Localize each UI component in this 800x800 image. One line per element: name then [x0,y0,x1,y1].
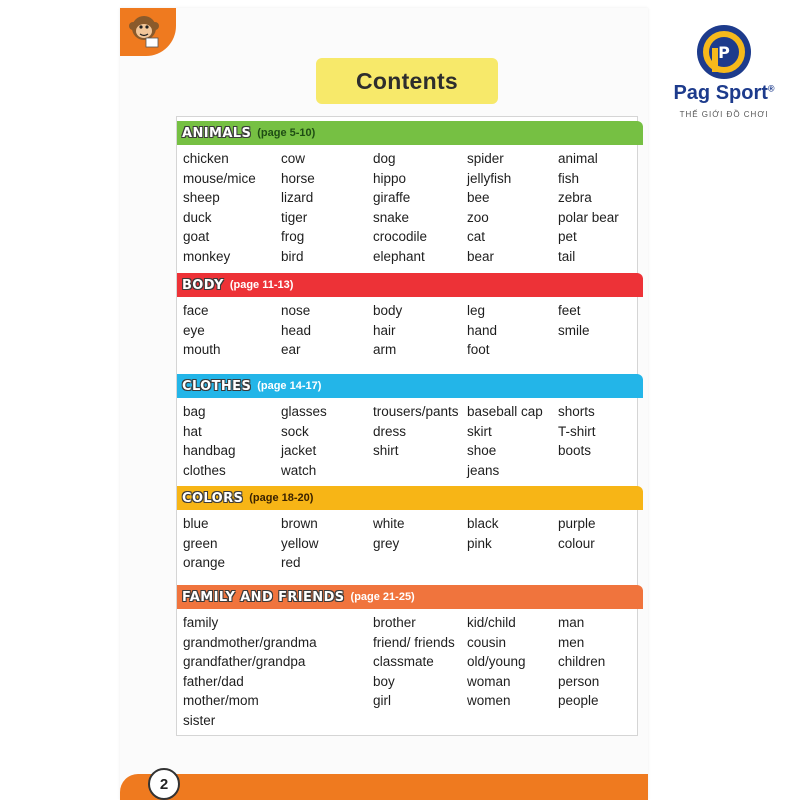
vocab-word: women [467,693,511,709]
vocab-word: horse [281,170,315,186]
vocab-word: hand [467,322,498,338]
vocab-word: bee [467,190,490,206]
word-column [558,149,619,267]
vocab-word: bird [281,248,304,264]
page-title: Contents [355,67,459,94]
vocab-word: tail [558,248,576,264]
vocab-word: goat [183,229,210,245]
vocab-word: hat [183,423,202,439]
word-column [467,301,497,360]
vocab-word: grey [373,535,400,551]
vocab-word: crocodile [373,229,428,245]
pag-sport-logo-icon [696,24,752,80]
vocab-word: giraffe [373,190,411,206]
vocab-word: kid/child [467,615,516,630]
brand-name: Pag Sport® [673,82,775,104]
vocab-word: watch [281,462,317,478]
vocab-word: glasses [281,404,327,419]
vocab-word: boy [373,673,395,689]
vocab-word: arm [373,342,397,358]
vocab-word: pet [558,229,577,245]
vocab-word: bag [183,404,206,419]
vocab-word: brown [281,516,318,531]
section-colors [177,486,643,571]
vocab-word: spider [467,151,504,166]
word-column [183,613,317,731]
vocab-word: nose [281,303,311,318]
word-column [281,301,311,360]
vocab-word: T-shirt [558,423,596,439]
section-page-range: (page 18-20) [249,492,314,504]
vocab-word: red [281,555,301,571]
vocab-word: orange [183,555,226,571]
word-column [558,301,590,340]
vocab-word: jacket [281,443,317,459]
vocab-word: baseball cap [467,404,543,419]
vocab-word: feet [558,303,581,318]
vocab-word: frog [281,229,305,245]
vocab-word: snake [373,209,410,225]
vocab-word: dog [373,151,396,166]
vocab-word: pink [467,535,492,551]
word-column [183,301,221,360]
vocab-word: man [558,615,585,630]
vocab-word: zoo [467,209,489,225]
vocab-word: shoe [467,443,497,459]
vocab-word: elephant [373,248,425,264]
vocab-word: white [373,516,405,531]
vocab-word: people [558,693,599,709]
word-column [281,402,327,480]
vocab-word: person [558,673,600,689]
section-page-range: (page 14-17) [257,380,322,392]
vocab-word: cousin [467,634,507,650]
word-column [373,402,459,461]
word-column [467,613,526,711]
vocab-word: colour [558,535,595,551]
vocab-word: handbag [183,443,236,459]
contents-table [176,116,638,736]
book-page [120,8,648,800]
vocab-word: hair [373,322,396,338]
vocab-word: old/young [467,654,526,670]
word-column [558,613,605,711]
section-title: CLOTHES [182,378,252,394]
vocab-word: girl [373,693,392,709]
section-title: COLORS [182,490,244,506]
vocab-word: trousers/pants [373,404,459,419]
vocab-word: body [373,303,403,318]
vocab-word: zebra [558,190,592,206]
vocab-word: ear [281,342,301,358]
vocab-word: skirt [467,423,492,439]
vocab-word: blue [183,516,209,531]
word-column [467,514,499,553]
vocab-word: foot [467,342,490,358]
word-column [183,402,236,480]
vocab-word: men [558,634,585,650]
vocab-word: father/dad [183,673,244,689]
vocab-word: woman [467,673,511,689]
section-title: FAMILY AND FRIENDS [182,589,345,605]
footer-bar [120,774,648,800]
vocab-word: sheep [183,190,220,206]
section-family [177,585,643,728]
vocab-word: shirt [373,443,399,459]
section-body [177,273,643,358]
vocab-word: head [281,322,312,338]
word-column [467,402,543,480]
word-column [281,149,315,267]
contents-title-box [316,58,498,104]
section-page-range: (page 5-10) [257,127,316,139]
vocab-word: jeans [467,462,500,478]
monkey-mascot-icon [124,10,164,50]
page-number: 2 [148,768,180,800]
vocab-word: monkey [183,248,231,264]
vocab-word: purple [558,516,596,531]
vocab-word: eye [183,322,205,338]
section-clothes [177,374,643,478]
word-column [281,514,319,573]
vocab-word: classmate [373,654,434,670]
vocab-word: sister [183,712,216,728]
section-banner-colors [177,486,643,510]
vocab-word: fish [558,170,580,186]
vocab-word: duck [183,209,212,225]
section-page-range: (page 11-13) [229,279,294,291]
vocab-word: dress [373,423,407,439]
section-animals [177,121,643,264]
section-banner-animals [177,121,643,145]
vocab-word: bear [467,248,495,264]
section-title: ANIMALS [182,125,252,141]
vocab-word: black [467,516,499,531]
word-column [373,301,402,360]
vocab-word: mother/mom [183,693,259,709]
vocab-word: clothes [183,462,226,478]
svg-text:P: P [718,43,730,62]
vocab-word: mouth [183,342,221,358]
vocab-word: cow [281,151,306,166]
vocab-word: face [183,303,209,318]
vocab-word: boots [558,443,592,459]
vocab-word: lizard [281,190,314,206]
vocab-word: brother [373,615,416,630]
word-column [558,402,596,461]
word-column [373,514,405,553]
word-column [183,514,225,573]
vocab-word: sock [281,423,309,439]
word-column [467,149,511,267]
vocab-word: chicken [183,151,229,166]
word-column [373,613,455,711]
section-banner-body [177,273,643,297]
vocab-word: tiger [281,209,308,225]
section-page-range: (page 21-25) [350,591,415,603]
vocab-word: leg [467,303,486,318]
vocab-word: grandfather/grandpa [183,654,306,670]
section-title: BODY [182,277,224,293]
vocab-word: shorts [558,404,595,419]
vocab-word: animal [558,151,598,166]
brand-tagline: THẾ GIỚI ĐỒ CHƠI [679,110,769,119]
vocab-word: hippo [373,170,407,186]
vocab-word: polar bear [558,209,619,225]
vocab-word: jellyfish [467,170,512,186]
vocab-word: friend/ friends [373,634,455,650]
vocab-word: cat [467,229,486,245]
vocab-word: smile [558,322,590,338]
word-column [183,149,256,267]
section-banner-family [177,585,643,609]
vocab-word: green [183,535,218,551]
vocab-word: family [183,615,219,630]
brand-watermark [648,24,800,134]
vocab-word: children [558,654,606,670]
vocab-word: mouse/mice [183,170,256,186]
vocab-word: grandmother/grandma [183,634,317,650]
word-column [558,514,596,553]
word-column [373,149,427,267]
vocab-word: yellow [281,535,319,551]
section-banner-clothes [177,374,643,398]
